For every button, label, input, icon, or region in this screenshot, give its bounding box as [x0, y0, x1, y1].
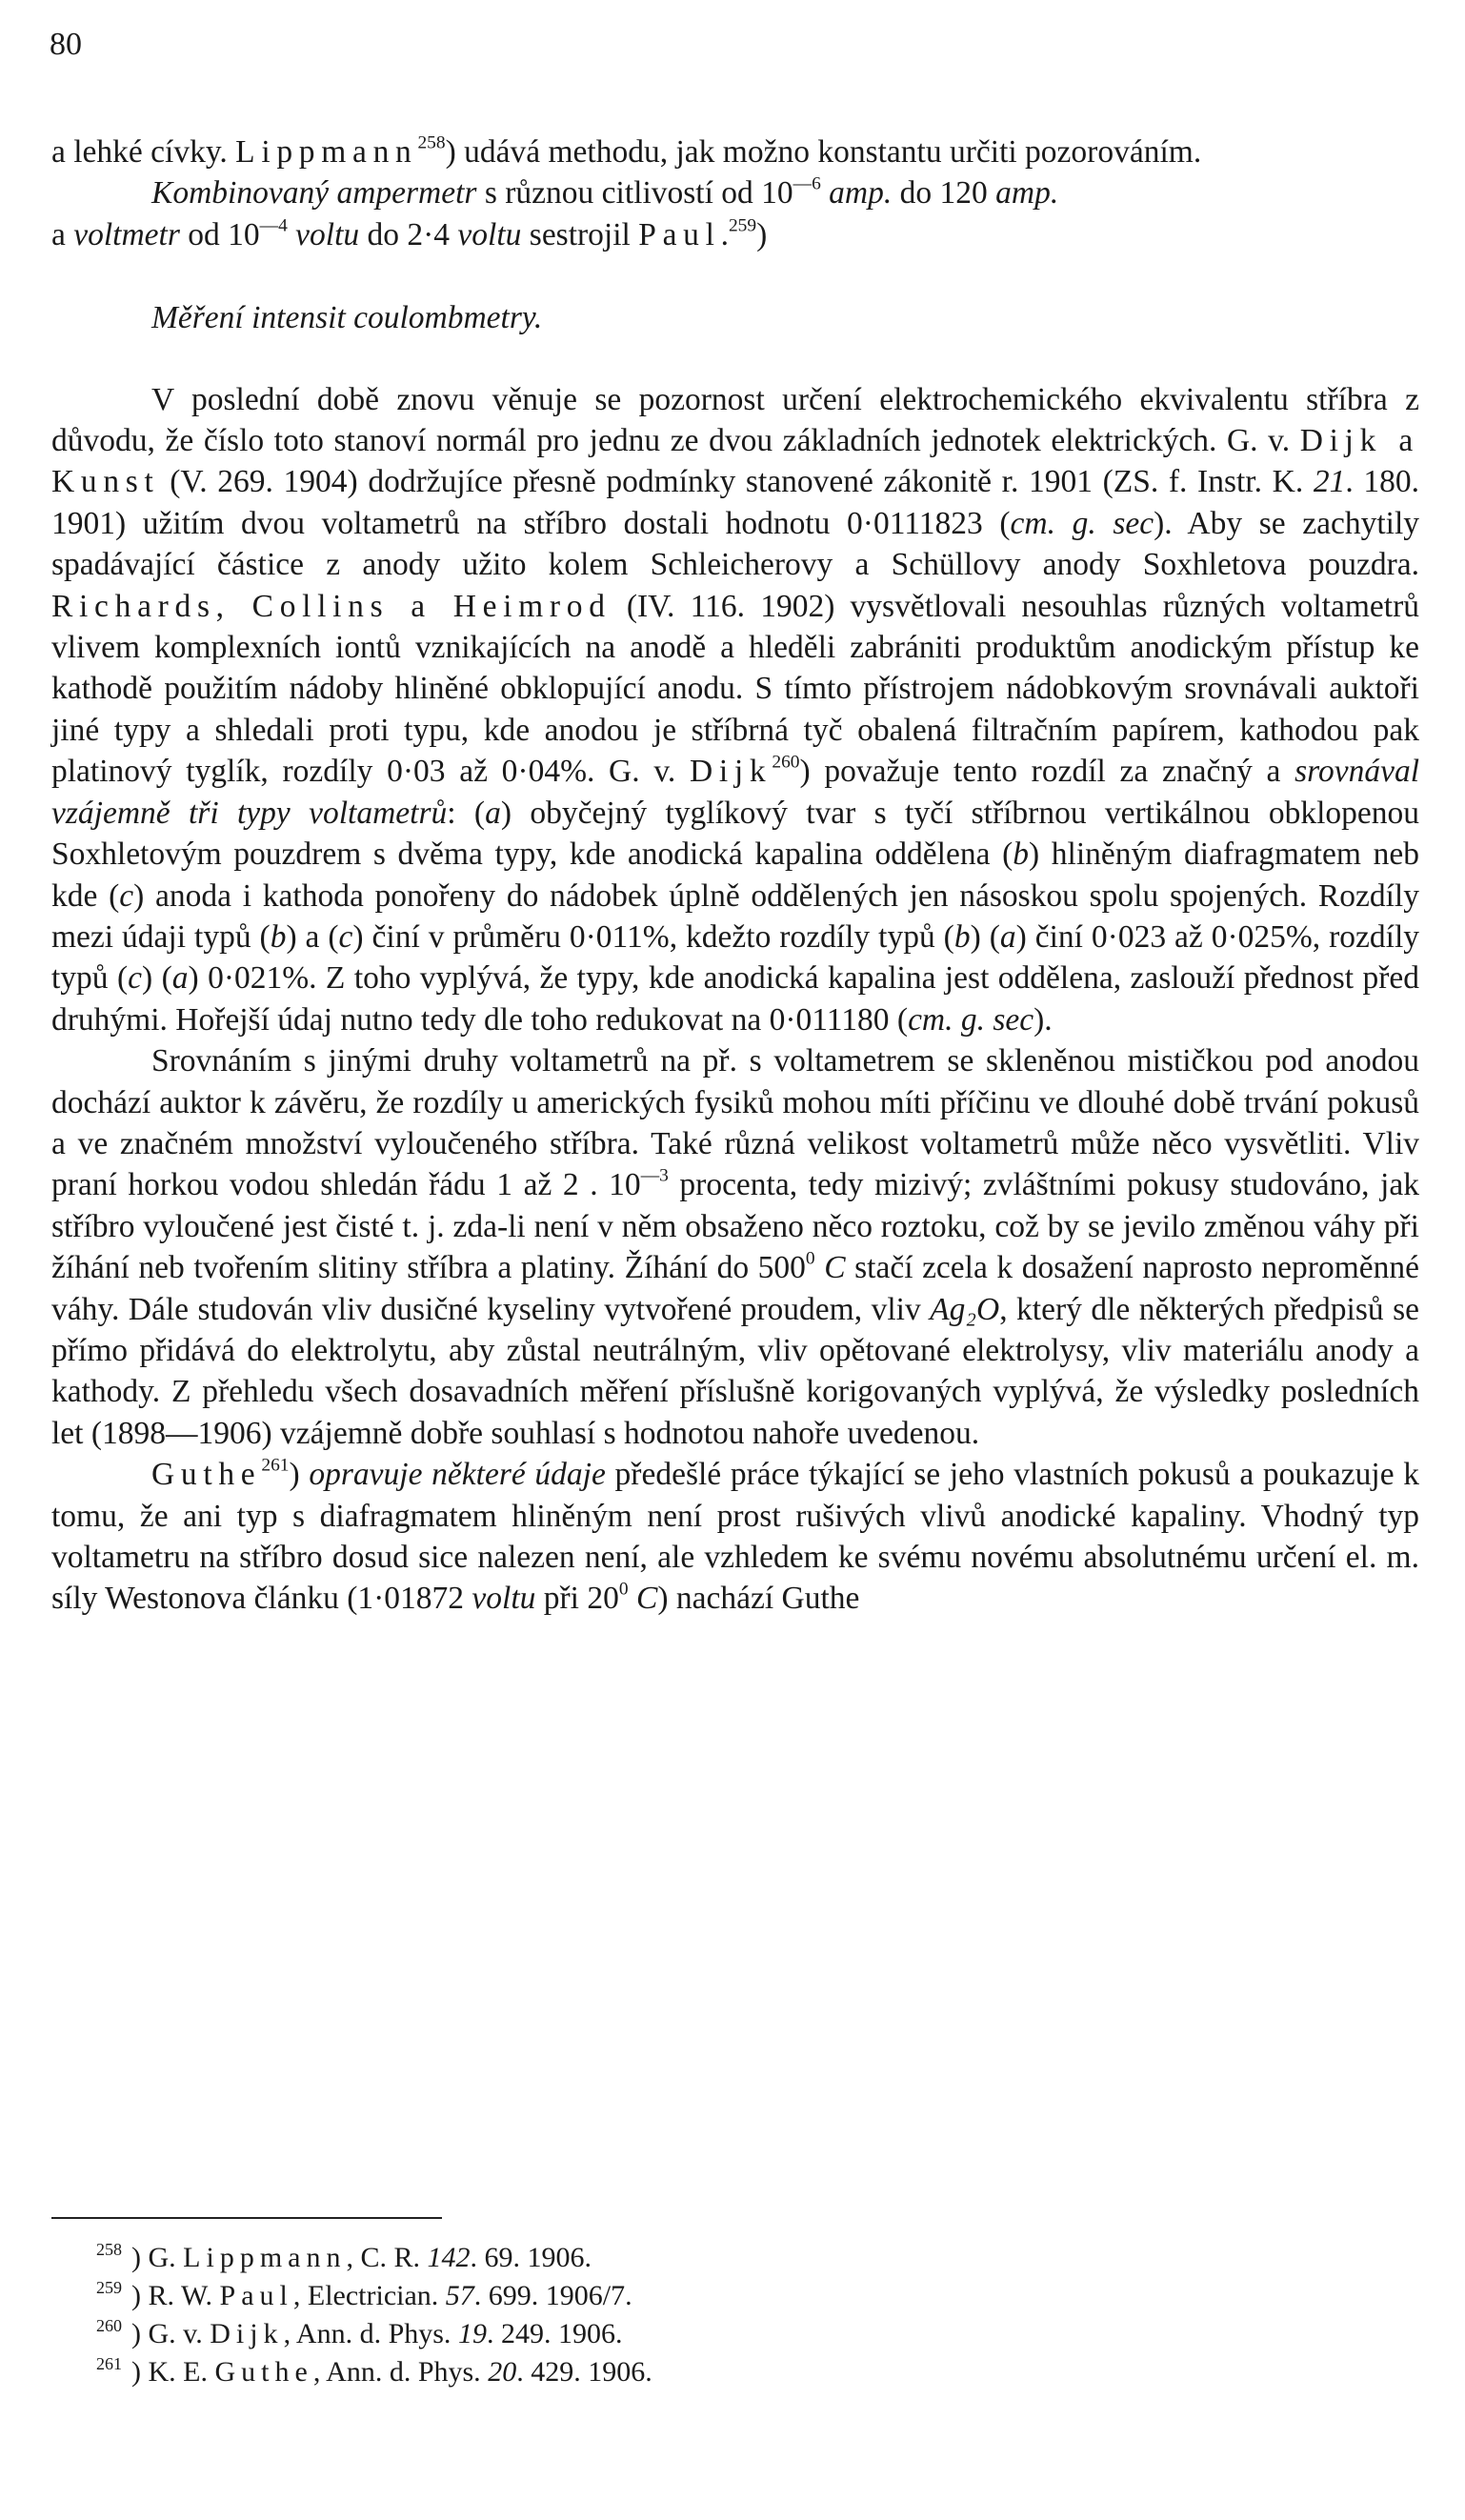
- text-run: a lehké cívky.: [51, 134, 236, 170]
- text-run: ) G.: [131, 2242, 184, 2273]
- text-run: (V. 269. 1904) dodržujíce přesně podmínky stanovené zákonitě r. 1901 (ZS. f. Instr. K.: [159, 464, 1314, 500]
- footnote-ref: 259: [728, 215, 757, 236]
- text-run: do 120: [892, 175, 996, 212]
- footnote: $^{259}$ ) R. W. Paul, Electrician. 57. 699. 1906/7.: [96, 2278, 632, 2311]
- footnote: $^{260}$ ) G. v. Dijk, Ann. d. Phys. 19. 249. 1906.: [96, 2316, 623, 2349]
- footnote-ref: 261: [261, 1455, 290, 1476]
- text-run: , Ann. d. Phys.: [312, 2356, 489, 2388]
- volume-number: 57: [445, 2280, 474, 2311]
- body-text: [51, 131, 1419, 1620]
- paragraph-2: [51, 1040, 1419, 1454]
- footnote: $^{261}$ ) K. E. Guthe, Ann. d. Phys. 20. 429. 1906.: [96, 2354, 652, 2388]
- degree-sign: 0: [805, 1248, 815, 1269]
- text-run: ): [756, 216, 768, 252]
- intro-paragraph: [51, 131, 1419, 172]
- author-name: Lippmann: [235, 134, 418, 170]
- author-name: Guthe: [151, 1457, 262, 1493]
- text-run: ) udává methodu, jak možno konstantu určiti pozorováním.: [445, 134, 1202, 170]
- italic-letter: a: [485, 795, 501, 831]
- italic-term: srovnával vzájemně tři typy voltametrů: [51, 754, 1420, 831]
- text-run: ) obyčejný tyglíkový tvar s tyčí stříbrnou vertikálnou obklopenou Soxhletovým pouzdrem s dvěma typy, kde anodická kapalina oddělena (: [51, 795, 1419, 873]
- text-run: (IV. 116. 1902) vysvětlovali nesouhlas různých voltametrů vlivem komplexních iontů vznikajících na anodě a hleděli zabrániti produktům anodickým přístup ke kathodě použitím nádoby hliněné obklopující anodu. S tímto přístrojem nádobkovým srovnávali auktoři jiné typy a shledali proti typu, kde anodou je stříbrná tyč obalená filtračním papírem, kathodou pak platinový tyglík, rozdíly 0·03 až 0·04%. G. v.: [51, 588, 1419, 790]
- italic-letter: c: [119, 877, 134, 914]
- text-run: 23 (: [951, 505, 1011, 541]
- text-run: ) (: [970, 918, 1000, 955]
- italic-unit: amp.: [995, 175, 1059, 212]
- italic-unit: C: [814, 1250, 846, 1286]
- italic-unit: cm. g. sec: [1010, 505, 1154, 541]
- italic-unit: C: [628, 1581, 658, 1617]
- author-name: Guthe: [214, 2356, 313, 2388]
- text-run: ) považuje tento rozdíl za značný a: [799, 754, 1295, 790]
- page-number: 80: [50, 27, 82, 62]
- author-name: Dijk: [690, 754, 773, 790]
- author-name: Paul: [219, 2280, 293, 2311]
- text-run: . 180. 1901) užitím dvou voltametrů na stříbro dostali hodnotu 0·01118: [51, 464, 1420, 541]
- author-name: Richards, Collins a Heimrod: [51, 588, 612, 624]
- footnotes: [96, 2239, 1274, 2391]
- italic-letter: c: [338, 918, 353, 955]
- italic-term: opravuje některé údaje: [309, 1457, 606, 1493]
- text-run: , C. R.: [346, 2242, 428, 2273]
- text-run: ) činí v průměru 0·011%, kdežto rozdíly typů (: [352, 918, 954, 955]
- italic-letter: a: [171, 960, 189, 997]
- text-run: při 20: [535, 1581, 619, 1617]
- paragraph-3: [51, 1454, 1419, 1620]
- text-run: .: [720, 216, 729, 252]
- italic-unit: voltu: [457, 216, 522, 252]
- author-name: Lippmann: [183, 2242, 347, 2273]
- italic-unit: voltu: [287, 216, 360, 252]
- footnote-ref: 260: [772, 752, 800, 773]
- text-run: . 429. 1906.: [516, 2356, 652, 2388]
- italic-letter: b: [1013, 837, 1029, 873]
- italic-unit: amp.: [820, 175, 893, 212]
- text-run: : (: [447, 795, 486, 831]
- text-run: ) R. W.: [131, 2280, 220, 2311]
- exponent: —6: [793, 173, 821, 194]
- text-run: a: [51, 216, 74, 252]
- text-run: , Ann. d. Phys.: [283, 2318, 458, 2349]
- text-run: stačí zcela k dosažení naprosto neproměnné váhy. Dále studován vliv dusičné kyseliny vytvořené proudem, vliv: [51, 1250, 1419, 1327]
- text-run: , Electrician.: [292, 2280, 446, 2311]
- italic-letter: b: [953, 918, 971, 955]
- italic-unit: cm. g. sec: [908, 1001, 1034, 1038]
- volume-number: 21: [1313, 464, 1346, 500]
- text-run: do 2·4: [359, 216, 458, 252]
- footnote-divider: [51, 2217, 442, 2219]
- text-run: sestrojil: [521, 216, 639, 252]
- section-heading: Měření intensit coulombmetry.: [151, 300, 543, 336]
- text-run: . 249. 1906.: [486, 2318, 623, 2349]
- text-run: ) G. v.: [131, 2318, 211, 2349]
- italic-letter: c: [128, 960, 143, 997]
- italic-letter: b: [270, 918, 287, 955]
- chemical-formula: Ag₂O: [930, 1291, 1000, 1327]
- kombinovany-paragraph: [51, 172, 1419, 255]
- text-run: ): [289, 1457, 310, 1493]
- text-run: ) (: [142, 960, 172, 997]
- volume-number: 20: [488, 2356, 517, 2388]
- exponent: —3: [640, 1165, 669, 1186]
- volume-number: 19: [457, 2318, 487, 2349]
- text-run: Srovnáním s jinými druhy voltametrů na př. s voltametrem se skleněnou mističkou pod anodou dochází auktor k závěru, že rozdíly u amerických fysiků mohou míti příčinu ve dlouhé době trvání pokusů a ve značném množství vyloučeného stříbra. Také různá velikost voltametrů může něco vysvětliti. Vliv praní horkou vodou shledán řádu 1 až 2 . 10: [51, 1043, 1419, 1203]
- degree-sign: 0: [618, 1579, 629, 1600]
- italic-unit: voltu: [472, 1581, 536, 1617]
- italic-letter: a: [999, 918, 1016, 955]
- text-run: , který dle některých předpisů se přímo přidává do elektrolytu, aby zůstal neutrálným, vliv opětované elektrolysy, vliv materiálu anody a kathody. Z přehledu všech dosavadních měření příslušně korigovaných vyplývá, že výsledky posledních let (1898—1906) vzájemně dobře souhlasí s hodnotou nahoře uvedenou.: [51, 1291, 1419, 1451]
- text-run: s různou citlivostí od 10: [476, 175, 793, 212]
- exponent: —4: [259, 215, 288, 236]
- text-run: ) nachází Guthe: [657, 1581, 860, 1617]
- italic-term: Kombinovaný ampermetr: [151, 175, 477, 212]
- footnote: $^{258}$ ) G. Lippmann, C. R. 142. 69. 1906.: [96, 2240, 592, 2273]
- text-run: ). Aby se zachytily spadávající částice z anody užito kolem Schleicherovy a Schüllovy anody Soxhletova pouzdra.: [51, 505, 1420, 583]
- text-run: procenta, tedy mizivý; zvláštními pokusy studováno, jak stříbro vyloučené jest čisté t. j. zda-li není v něm obsaženo něco roztoku, což by se jevilo změnou váhy při žíhání neb tvořením slitiny stříbra a platiny. Žíhání do 500: [51, 1167, 1419, 1286]
- text-run: ) K. E.: [131, 2356, 215, 2388]
- paragraph-1: [51, 379, 1419, 1041]
- text-run: ) 0·021%. Z toho vyplývá, že typy, kde anodická kapalina jest oddělena, zaslouží přednost před druhými. Hořejší údaj nutno tedy dle toho redukovat na 0·011180 (: [51, 960, 1420, 1038]
- author-name: Dijk: [210, 2318, 284, 2349]
- volume-number: 142: [427, 2242, 471, 2273]
- text-run: ) hliněným diafragmatem neb kde (: [51, 837, 1419, 914]
- text-run: . 699. 1906/7.: [473, 2280, 632, 2311]
- text-run: ).: [1034, 1001, 1053, 1038]
- text-run: předešlé práce týkající se jeho vlastních pokusů a poukazuje k tomu, že ani typ s diafragmatem hliněným není prost rušivých vlivů anodické kapaliny. Vhodný typ voltametru na stříbro dosud sice nalezen není, ale vzhledem ke svému novému absolutnému určení el. m. síly Westonova článku (1·01872: [51, 1457, 1420, 1617]
- text-run: od 10: [179, 216, 260, 252]
- text-run: . 69. 1906.: [470, 2242, 592, 2273]
- text-run: ) a (: [286, 918, 339, 955]
- footnote-ref: 258: [417, 132, 446, 153]
- text-run: ) činí 0·023 až 0·025%, rozdíly typů (: [51, 918, 1420, 997]
- author-name: Dijk a Kunst: [51, 423, 1419, 500]
- author-name: Paul: [638, 216, 721, 252]
- text-run: V poslední době znovu věnuje se pozornost určení elektrochemického ekvivalentu stříbra z důvodu, že číslo toto stanoví normál pro jednu ze dvou základních jednotek elektrických. G. v.: [51, 381, 1419, 459]
- italic-term: voltmetr: [73, 216, 180, 252]
- text-run: ) anoda i kathoda ponořeny do nádobek úplně oddělených jen násoskou spolu spojených. Rozdíly mezi údaji typů (: [51, 877, 1419, 955]
